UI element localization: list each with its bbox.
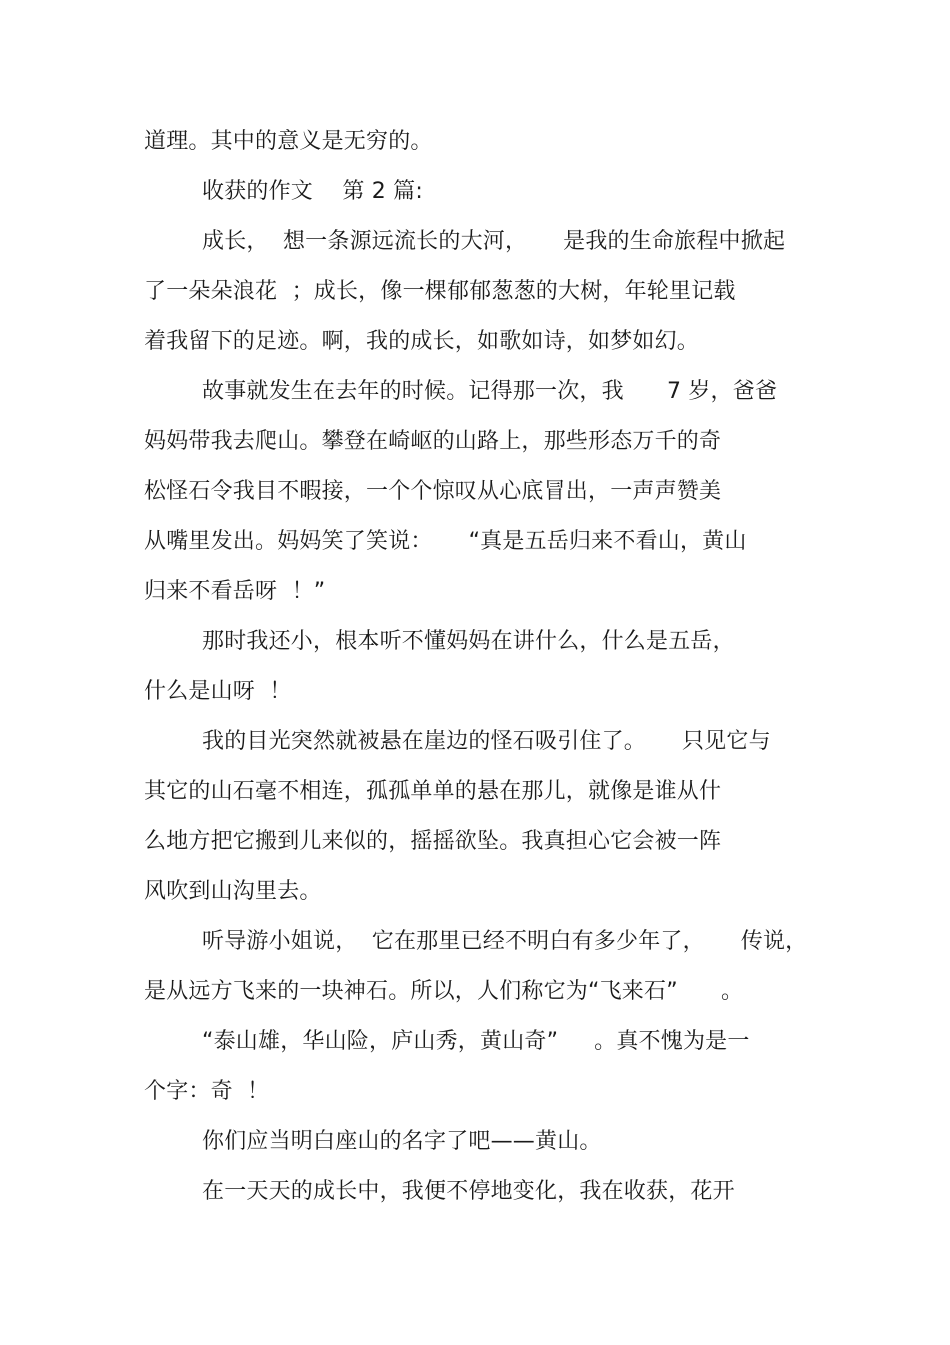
- text-line: 是从远方飞来的一块神石。所以，人们称它为“飞来石” 。: [144, 979, 744, 1004]
- text-line: 在一天天的成长中，我便不停地变化，我在收获，花开: [202, 1179, 735, 1204]
- text-line: 风吹到山沟里去。: [144, 879, 322, 904]
- text-line: 松怪石令我目不暇接，一个个惊叹从心底冒出，一声声赞美: [144, 479, 722, 504]
- text-line: 那时我还小，根本听不懂妈妈在讲什么，什么是五岳，: [202, 629, 735, 654]
- text-line: 妈妈带我去爬山。攀登在崎岖的山路上，那些形态万千的奇: [144, 429, 722, 454]
- text-line: 其它的山石毫不相连，孤孤单单的悬在那儿，就像是谁从什: [144, 779, 722, 804]
- text-line: 成长， 想一条源远流长的大河， 是我的生命旅程中掀起: [202, 229, 786, 254]
- text-line: 归来不看岳呀 ！”: [144, 579, 326, 604]
- text-line: “泰山雄，华山险，庐山秀，黄山奇” 。真不愧为是一: [202, 1029, 750, 1054]
- text-line: 你们应当明白座山的名字了吧——黄山。: [202, 1129, 602, 1154]
- text-line: 了一朵朵浪花 ；成长，像一棵郁郁葱葱的大树，年轮里记载: [144, 279, 736, 304]
- text-line: 个字：奇 ！: [144, 1079, 270, 1104]
- text-line: 从嘴里发出。妈妈笑了笑说： “真是五岳归来不看山，黄山: [144, 529, 747, 554]
- text-line: 么地方把它搬到儿来似的，摇摇欲坠。我真担心它会被一阵: [144, 829, 722, 854]
- text-line: 我的目光突然就被悬在崖边的怪石吸引住了。 只见它与: [202, 729, 771, 754]
- text-line: 道理。其中的意义是无穷的。: [144, 129, 433, 154]
- text-line: 听导游小姐说， 它在那里已经不明白有多少年了， 传说，: [202, 929, 808, 954]
- text-line: 着我留下的足迹。啊，我的成长，如歌如诗，如梦如幻。: [144, 329, 700, 354]
- text-line: 收获的作文 第 2 篇:: [202, 179, 423, 204]
- text-line: 什么是山呀 ！: [144, 679, 292, 704]
- text-line: 故事就发生在去年的时候。记得那一次，我 7 岁，爸爸: [202, 379, 778, 404]
